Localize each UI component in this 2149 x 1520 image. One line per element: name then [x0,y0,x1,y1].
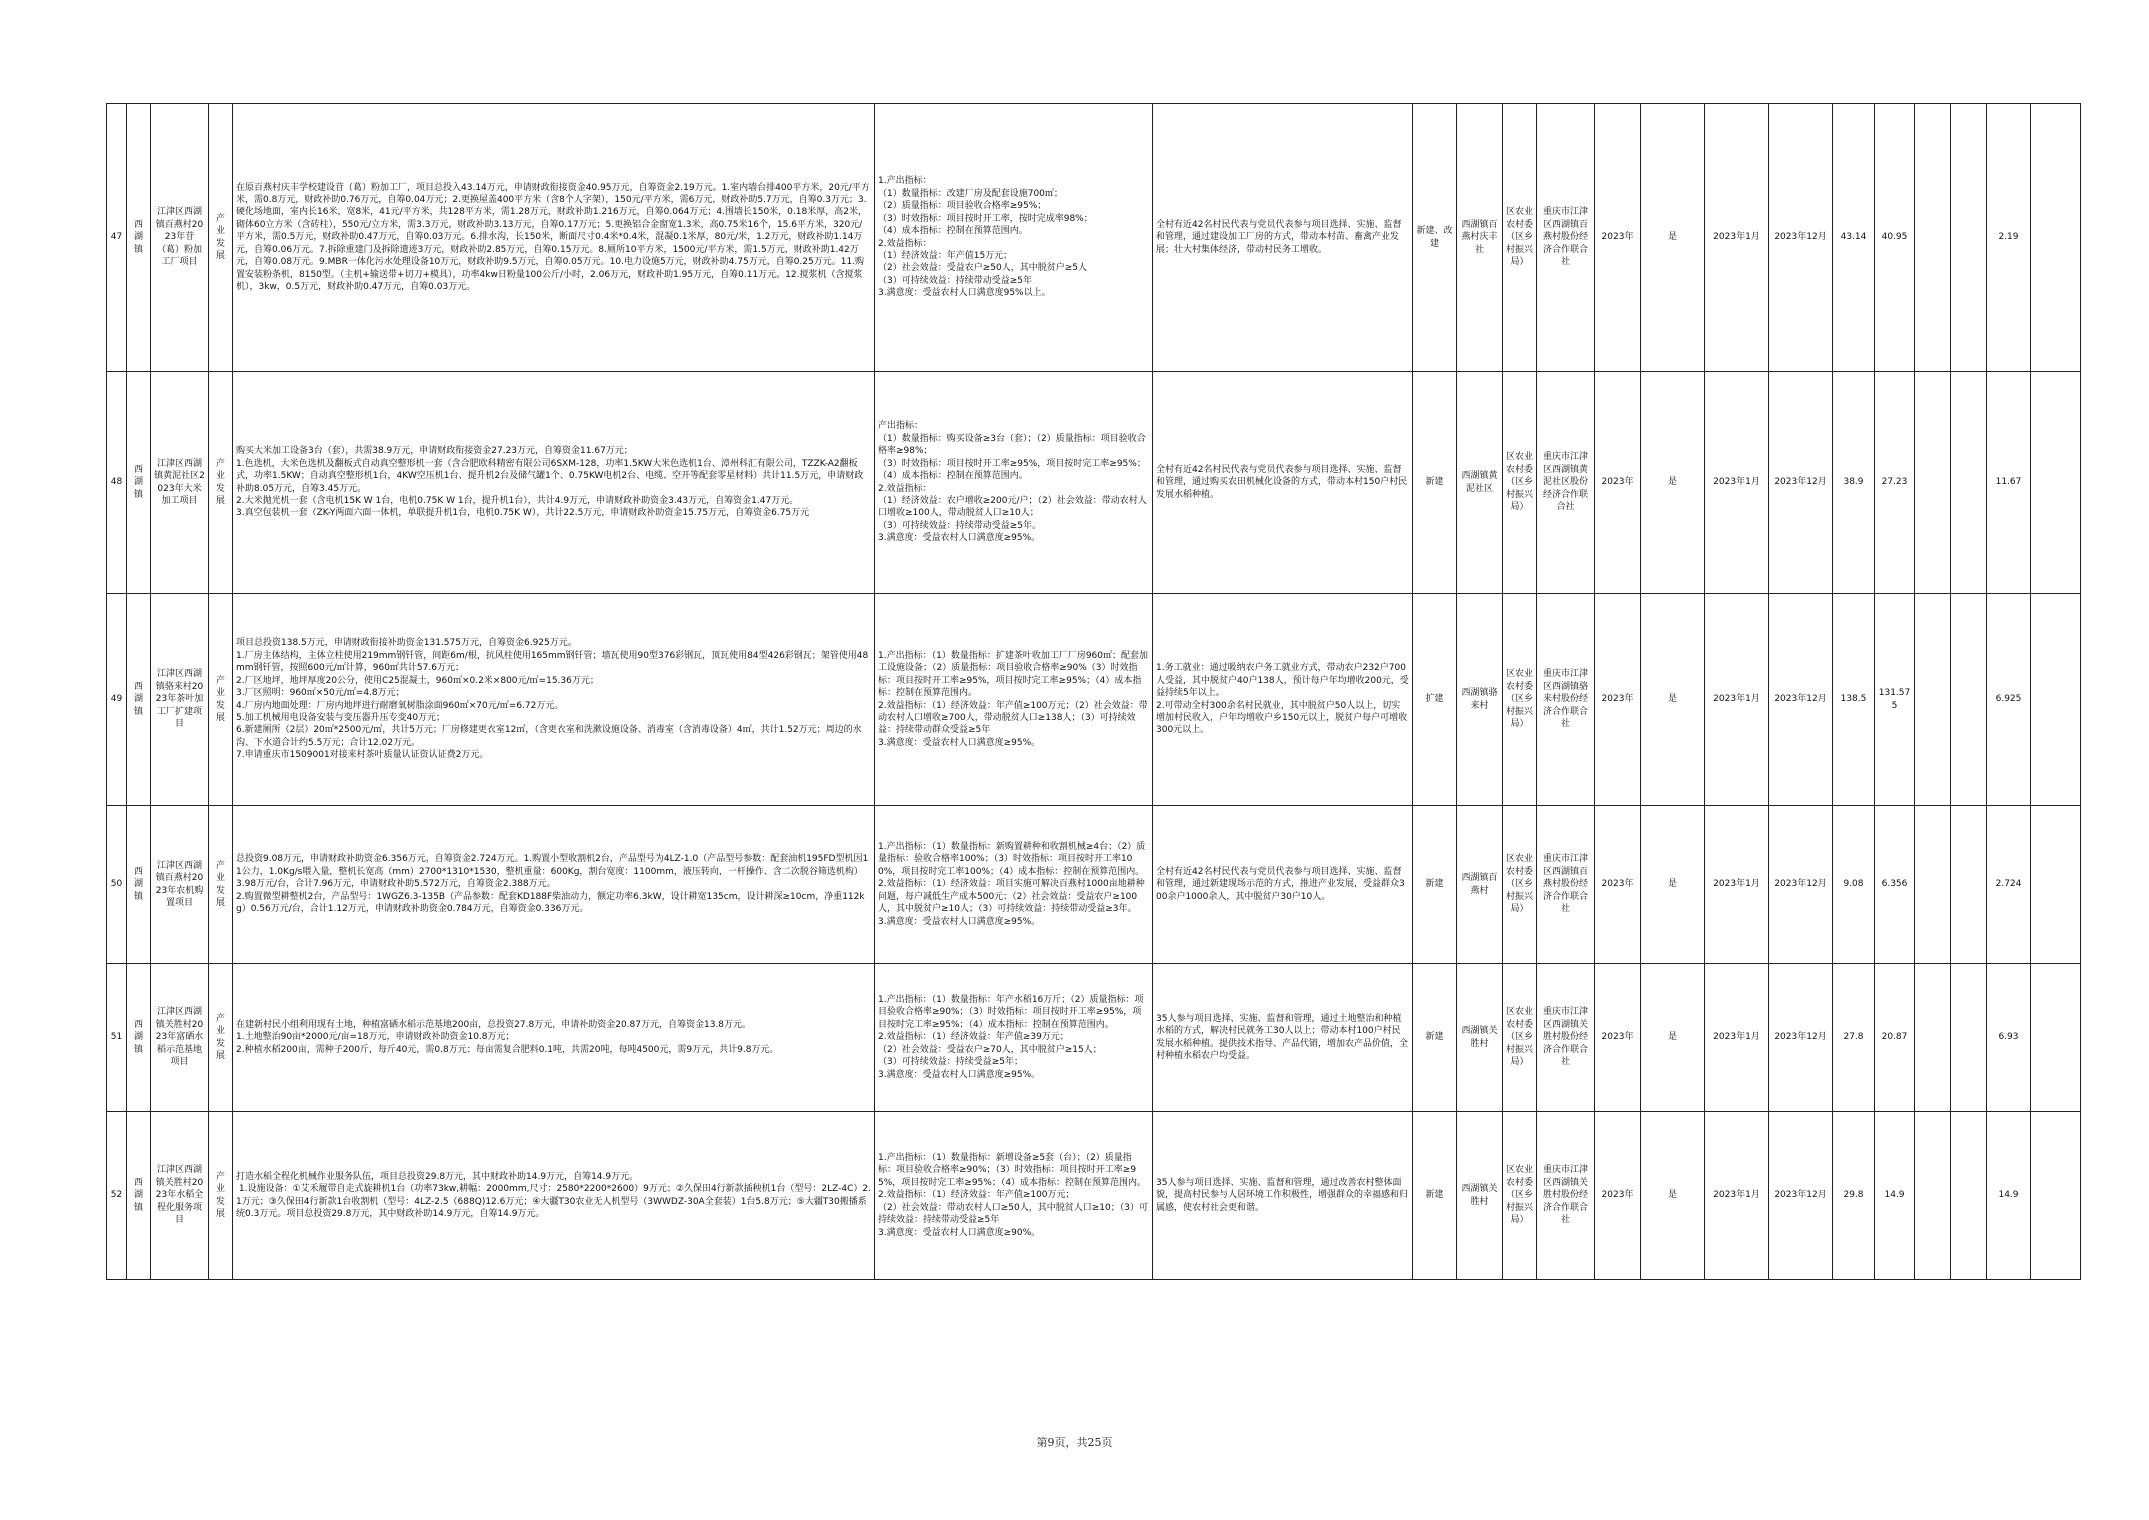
empty-cell [2031,1112,2081,1280]
town: 西湖镇 [127,1112,151,1280]
empty-cell [1951,372,1987,594]
table-row [107,372,2081,594]
project-name: 江津区西湖镇百燕村2023年农机购置项目 [151,806,209,964]
table-row [107,594,2081,806]
town: 西湖镇 [127,594,151,806]
project-location: 西湖镇骆来村 [1457,594,1503,806]
project-name: 江津区西湖镇百燕村2023年苷（葛）粉加工厂项目 [151,104,209,372]
self-raised-funds: 6.925 [1987,594,2031,806]
self-raised-funds: 11.67 [1987,372,2031,594]
benefit-mechanism: 35人参与项目选择、实施、监督和管理，通过改善农村整体面貌，提高村民参与人居环境工作积极性，增强群众的幸福感和归属感，使农村社会更和谐。 [1153,1112,1413,1280]
table-row [107,1112,2081,1280]
supervising-dept: 区农业农村委（区乡村振兴局） [1503,1112,1537,1280]
plan-year: 2023年 [1595,594,1641,806]
project-name: 江津区西湖镇关胜村2023年水稻全程化服务项目 [151,1112,209,1280]
page-number: 第9页，共25页 [1036,1436,1113,1449]
town: 西湖镇 [127,806,151,964]
total-investment: 138.5 [1833,594,1875,806]
total-investment: 27.8 [1833,964,1875,1112]
plan-year: 2023年 [1595,806,1641,964]
plan-year: 2023年 [1595,964,1641,1112]
benefit-mechanism: 1.务工就业：通过吸纳农户务工就业方式，带动农户232户700人受益，其中脱贫户40户138人，预计每户年均增收200元，受益持续5年以上。 2.可带动全村300余名村民就业，其中脱贫户50人以上，切实增加村民收入，户年均增收户乡150元以上，脱贫户每户可增收300元以上。 [1153,594,1413,806]
supervising-dept: 区农业农村委（区乡村振兴局） [1503,806,1537,964]
start-date: 2023年1月 [1705,964,1769,1112]
fiscal-funds: 6.356 [1875,806,1915,964]
empty-cell [1915,594,1951,806]
project-location: 西湖镇百燕村庆丰社 [1457,104,1503,372]
project-location: 西湖镇黄泥社区 [1457,372,1503,594]
empty-cell [1915,104,1951,372]
flag: 是 [1641,372,1705,594]
implementing-owner: 重庆市江津区西湖镇百燕村股份经济合作联合社 [1537,806,1595,964]
construction-content: 在建新村民小组利用现有土地，种植富硒水稻示范基地200亩，总投资27.8万元，申请补助资金20.87万元，自筹资金13.8万元。 1.土地整治90亩*2000元/亩=18万元，申请财政补助资金10.8万元； 2.种植水稻200亩，需种子200斤，每斤40元，需0.8万元；每亩需复合肥料0.1吨，共需20吨，每吨4500元，需9万元，共计9.8万元。 [233,964,875,1112]
project-category: 产业发展 [209,964,233,1112]
project-name: 江津区西湖镇关胜村2023年富硒水稻示范基地项目 [151,964,209,1112]
project-category: 产业发展 [209,1112,233,1280]
empty-cell [2031,806,2081,964]
plan-year: 2023年 [1595,372,1641,594]
fiscal-funds: 14.9 [1875,1112,1915,1280]
empty-cell [2031,594,2081,806]
end-date: 2023年12月 [1769,594,1833,806]
empty-cell [1915,806,1951,964]
flag: 是 [1641,104,1705,372]
row-number: 48 [107,372,127,594]
end-date: 2023年12月 [1769,1112,1833,1280]
implementing-owner: 重庆市江津区西湖镇骆来村股份经济合作联合社 [1537,594,1595,806]
self-raised-funds: 2.724 [1987,806,2031,964]
performance-targets: 1.产出指标：（1）数量指标：扩建茶叶收加工厂厂房960㎡；配套加工设施设备；（2）质量指标：项目验收合格率≥90%（3）时效指标：项目按时开工率≥95%，项目按时完工率≥95%；（4）成本指标：控制在预算范围内。 2.效益指标：（1）经济效益：年产值≥100万元；（2）社会效益：带动农村人口增收≥700人，带动脱贫人口≥138人；（3）可持续效益：持续带动群众受益≥5年 3.满意度：受益农村人口满意度≥95%。 [875,594,1153,806]
flag: 是 [1641,806,1705,964]
total-investment: 43.14 [1833,104,1875,372]
construction-content: 在原百燕村庆丰学校建设苷（葛）粉加工厂，项目总投入43.14万元，申请财政衔接资金40.95万元，自筹资金2.19万元。1.室内墙台排400平方米，20元/平方米，需0.8万元，财政补助0.76万元，自筹0.04万元；2.更换屋盖400平方米（含8个人字架），150元/平方米，需6万元，财政补助5.7万元，自筹0.3万元；3.硬化场地面，室内长16米，宽8米，41元/平方米，共128平方米，需1.28万元，财政补助1.216万元，自筹0.064万元；4.围墙长150米，0.18米厚，高2米，砌体60立方米（含砖柱），550元/立方米，需3.3万元，财政补助3.13万元，自筹0.17万元；5.更换铝合金窗宽1.3米，高0.75米16个，15.6平方米，320元/平方米，需0.5万元，财政补助0.47万元，自筹0.03万元。6.排水沟，长150米，断面尺寸0.4米*0.4米，混凝0.1米厚，80元/米，1.2万元，财政补助1.14万元，自筹0.06万元。7.拆除重建门及拆除遗迹3万元，财政补助2.85万元，自筹0.15万元。8.厕所10平方米，1500元/平方米，需1.5万元，财政补助1.42万元，自筹0.08万元。9.MBR一体化污水处理设备10万元，财政补助9.5万元，自筹0.05万元。10.电力设施5万元，财政补助4.75万元，自筹0.25万元。11.购置安装粉条机，8150型。（主机+输送带+切刀+模具），功率4kw日粉量100公斤/小时，2.06万元，财政补助1.95万元，自筹0.11万元。12.搅浆机（含搅浆机），3kw，0.5万元，财政补助0.47万元，自筹0.03万元。 [233,104,875,372]
fiscal-funds: 27.23 [1875,372,1915,594]
town: 西湖镇 [127,964,151,1112]
construction-content: 项目总投资138.5万元，申请财政衔接补助资金131.575万元，自筹资金6.925万元。 1.厂房主体结构，主体立柱使用219mm钢钎管，间距6m/根，抗风柱使用165mm钢钎管；墙瓦使用90型376彩钢瓦，顶瓦使用84型426彩钢瓦；架管使用48mm钢钎管，按照600元/㎡计算，960㎡共计57.6万元； 2.厂区地坪，地坪厚度20公分，使用C25混凝土，960㎡×0.2米×800元/㎡=15.36万元； 3.厂区照明：960㎡×50元/㎡=4.8万元； 4.厂房内地面处理：厂房内地坪进行耐磨氧树脂涂面960㎡×70元/㎡=6.72万元。 5.加工机械用电设备安装与变压器升压专变40万元； 6.新建厕所（2层）20㎡*2500元/㎡，共计5万元；厂房修建更衣室12㎡，（含更衣室和洗漱设施设备、消毒室（含消毒设备）4㎡，共计1.52万元；周边的水沟、下水道合计约5.5万元；合计12.02万元。 7.申请重庆市1509001对接来村茶叶质量认证资认证费2万元。 [233,594,875,806]
supervising-dept: 区农业农村委（区乡村振兴局） [1503,372,1537,594]
plan-year: 2023年 [1595,104,1641,372]
empty-cell [1951,806,1987,964]
empty-cell [1951,594,1987,806]
self-raised-funds: 2.19 [1987,104,2031,372]
performance-targets: 1.产出指标：（1）数量指标：新购置耕种和收割机械≥4台；（2）质量指标：验收合格率100%；（3）时效指标：项目按时开工率100%，项目按时完工率100%；（4）成本指标：控制在预算范围内。 2.效益指标：（1）经济效益：项目实施可解决百燕村1000亩地耕种问题，每户减低生产成本500元；（2）社会效益：受益农户≥100人，其中脱贫户≥10人；（3）可持续效益：持续带动受益≥3年。 3.满意度：受益农村人口满意度≥95%。 [875,806,1153,964]
benefit-mechanism: 全村有近42名村民代表与党员代表参与项目选择、实施、监督和管理，通过购买农田机械化设备的方式，带动本村150户村民发展水稻种植。 [1153,372,1413,594]
town: 西湖镇 [127,104,151,372]
table-row [107,964,2081,1112]
project-name: 江津区西湖镇骆来村2023年茶叶加工厂扩建项目 [151,594,209,806]
town: 西湖镇 [127,372,151,594]
construction-nature: 扩建 [1413,594,1457,806]
performance-targets: 产出指标： （1）数量指标：购买设备≥3台（套）；（2）质量指标：项目验收合格率≥98%； （3）时效指标：项目按时开工率≥95%，项目按时完工率≥95%； （4）成本指标：控制在预算范围内。 2.效益指标： （1）经济效益：农户增收≥200元/户；（2）社会效益：带动农村人口增收≥100人，带动脱贫人口≥10人； （3）可持续效益：持续带动受益≥5年。 3.满意度：受益农村人口满意度≥95%。 [875,372,1153,594]
start-date: 2023年1月 [1705,594,1769,806]
flag: 是 [1641,1112,1705,1280]
project-name: 江津区西湖镇黄泥社区2023年大米加工项目 [151,372,209,594]
supervising-dept: 区农业农村委（区乡村振兴局） [1503,104,1537,372]
row-number: 52 [107,1112,127,1280]
supervising-dept: 区农业农村委（区乡村振兴局） [1503,594,1537,806]
project-location: 西湖镇关胜村 [1457,964,1503,1112]
implementing-owner: 重庆市江津区西湖镇关胜村股份经济合作联合社 [1537,964,1595,1112]
construction-nature: 新建 [1413,372,1457,594]
performance-targets: 1.产出指标： （1）数量指标：改建厂房及配套设施700㎡； （2）质量指标：项目验收合格率≥95%； （3）时效指标：项目按时开工率，按时完成率98%； （4）成本指标：控制在预算范围内。 2.效益指标： （1）经济效益：年产值15万元； （2）社会效益：受益农户≥50人，其中脱贫户≥5人 （3）可持续效益：持续带动受益≥5年 3.满意度：受益农村人口满意度95%以上。 [875,104,1153,372]
total-investment: 29.8 [1833,1112,1875,1280]
empty-cell [1951,1112,1987,1280]
performance-targets: 1.产出指标：（1）数量指标：新增设备≥5套（台）；（2）质量指标：项目验收合格率≥90%；（3）时效指标：项目按时开工率≥95%，项目按时完工率≥95%；（4）成本指标：控制在预算范围内。 2.效益指标：（1）经济效益：年产值≥100万元； （2）社会效益：带动农村人口≥50人，其中脱贫人口≥10；（3）可持续效益：持续带动受益≥5年 3.满意度：受益农村人口满意度≥90%。 [875,1112,1153,1280]
implementing-owner: 重庆市江津区西湖镇百燕村股份经济合作联合社 [1537,104,1595,372]
project-category: 产业发展 [209,372,233,594]
empty-cell [2031,372,2081,594]
empty-cell [1915,964,1951,1112]
project-table [106,103,2081,1280]
construction-nature: 新建 [1413,964,1457,1112]
start-date: 2023年1月 [1705,104,1769,372]
row-number: 47 [107,104,127,372]
performance-targets: 1.产出指标：（1）数量指标：年产水稻16万斤；（2）质量指标：项目验收合格率≥90%；（3）时效指标：项目按时开工率≥95%，项目按时完工率≥95%；（4）成本指标：控制在预算范围内。 2.效益指标：（1）经济效益：年产值≥39万元； （2）社会效益：受益农户≥70人，其中脱贫户≥15人； （3）可持续效益：持续受益≥5年； 3.满意度：受益农村人口满意度≥95%。 [875,964,1153,1112]
fiscal-funds: 40.95 [1875,104,1915,372]
construction-nature: 新建 [1413,806,1457,964]
project-category: 产业发展 [209,594,233,806]
total-investment: 38.9 [1833,372,1875,594]
empty-cell [2031,104,2081,372]
benefit-mechanism: 35人参与项目选择、实施、监督和管理，通过土地整治和种植水稻的方式，解决村民就务工30人以上；带动本村100户村民发展水稻种植。提供技术指导、产品代销，增加农产品价值，全村种植水稻农户均受益。 [1153,964,1413,1112]
benefit-mechanism: 全村有近42名村民代表与党员代表参与项目选择、实施、监督和管理，通过建设加工厂房的方式，带动本村苗、畜禽产业发展；壮大村集体经济，带动村民务工增收。 [1153,104,1413,372]
empty-cell [2031,964,2081,1112]
row-number: 49 [107,594,127,806]
flag: 是 [1641,964,1705,1112]
end-date: 2023年12月 [1769,372,1833,594]
table-row [107,104,2081,372]
construction-content: 购买大米加工设备3台（套），共需38.9万元，申请财政衔接资金27.23万元，自筹资金11.67万元； 1.色选机，大米色选机及翻板式自动真空整形机一套（含合肥欧科精密有限公司6SXM-128，功率1.5KW大米色选机1台、漳州科汇有限公司，TZZK-A2翻板式，功率1.5KW；自动真空整形机1台，4KW空压机1台、提升机2台及储气罐1个、0.75KW电机2台、电缆、空开等配套零星材料）共计11.5万元，申请财政补助8.05万元，自筹3.45万元。 2.大米抛光机一套（含电机15K W 1台，电机0.75K W 1台，提升机1台），共计4.9万元，申请财政补助资金3.43万元，自筹资金1.47万元。 3.真空包装机一套（ZK-Y两面六面一体机，单联提升机1台，电机0.75K W），共计22.5万元，申请财政补助资金15.75万元，自筹资金6.75万元 [233,372,875,594]
self-raised-funds: 6.93 [1987,964,2031,1112]
table-row [107,806,2081,964]
empty-cell [1951,964,1987,1112]
construction-nature: 新建 [1413,1112,1457,1280]
start-date: 2023年1月 [1705,806,1769,964]
self-raised-funds: 14.9 [1987,1112,2031,1280]
project-category: 产业发展 [209,104,233,372]
end-date: 2023年12月 [1769,964,1833,1112]
end-date: 2023年12月 [1769,806,1833,964]
start-date: 2023年1月 [1705,372,1769,594]
benefit-mechanism: 全村有近42名村民代表与党员代表参与项目选择、实施、监督和管理，通过新建现场示范的方式，推进产业发展，受益群众300余户1000余人，其中脱贫户30户10人。 [1153,806,1413,964]
supervising-dept: 区农业农村委（区乡村振兴局） [1503,964,1537,1112]
total-investment: 9.08 [1833,806,1875,964]
construction-nature: 新建、改建 [1413,104,1457,372]
end-date: 2023年12月 [1769,104,1833,372]
row-number: 51 [107,964,127,1112]
start-date: 2023年1月 [1705,1112,1769,1280]
empty-cell [1915,1112,1951,1280]
fiscal-funds: 20.87 [1875,964,1915,1112]
project-location: 西湖镇关胜村 [1457,1112,1503,1280]
empty-cell [1951,104,1987,372]
flag: 是 [1641,594,1705,806]
plan-year: 2023年 [1595,1112,1641,1280]
project-category: 产业发展 [209,806,233,964]
empty-cell [1915,372,1951,594]
project-location: 西湖镇百燕村 [1457,806,1503,964]
fiscal-funds: 131.575 [1875,594,1915,806]
construction-content: 总投资9.08万元，申请财政补助资金6.356万元，自筹资金2.724万元。1.购置小型收割机2台，产品型号为4LZ-1.0（产品型号参数：配套油机195FD型机因11公力，1.0Kg/s喂入量，整机长宽高（mm）2700*1310*1530，整机重量：600Kg，割台宽度：1100mm，液压转向，一杆操作、含二次脱谷筛选机构）3.98万元/台，合计7.96万元，申请财政补助5.572万元，自筹资金2.388万元。 2.购置微型耕整机2台，产品型号：1WGZ6.3-135B（产品参数：配套KD188F柴油动力，额定功率6.3kW，设计耕宽135cm，设计耕深≥10cm，净重112kg）0.56万元/台，合计1.12万元，申请财政补助资金0.784万元，自筹资金0.336万元。 [233,806,875,964]
implementing-owner: 重庆市江津区西湖镇关胜村股份经济合作联合社 [1537,1112,1595,1280]
implementing-owner: 重庆市江津区西湖镇黄泥社区股份经济合作联合社 [1537,372,1595,594]
row-number: 50 [107,806,127,964]
construction-content: 打造水稻全程化机械作业服务队伍，项目总投资29.8万元，其中财政补助14.9万元，自筹14.9万元。 1.设施设备：①艾禾履带自走式旋耕机1台（功率73kw,耕幅：2000mm,尺寸：2580*2200*2600）9万元；②久保田4行新款插秧机1台（型号：2LZ-4C）2.1万元；③久保田4行新款1台收割机（型号：4LZ-2.5（688Q)12.6万元；④大疆T30农业无人机型号（3WWDZ-30A全套装）1台5.8万元；⑤大疆T30搬播系统0.3万元。项目总投资29.8万元，其中财政补助14.9万元，自筹14.9万元。 [233,1112,875,1280]
